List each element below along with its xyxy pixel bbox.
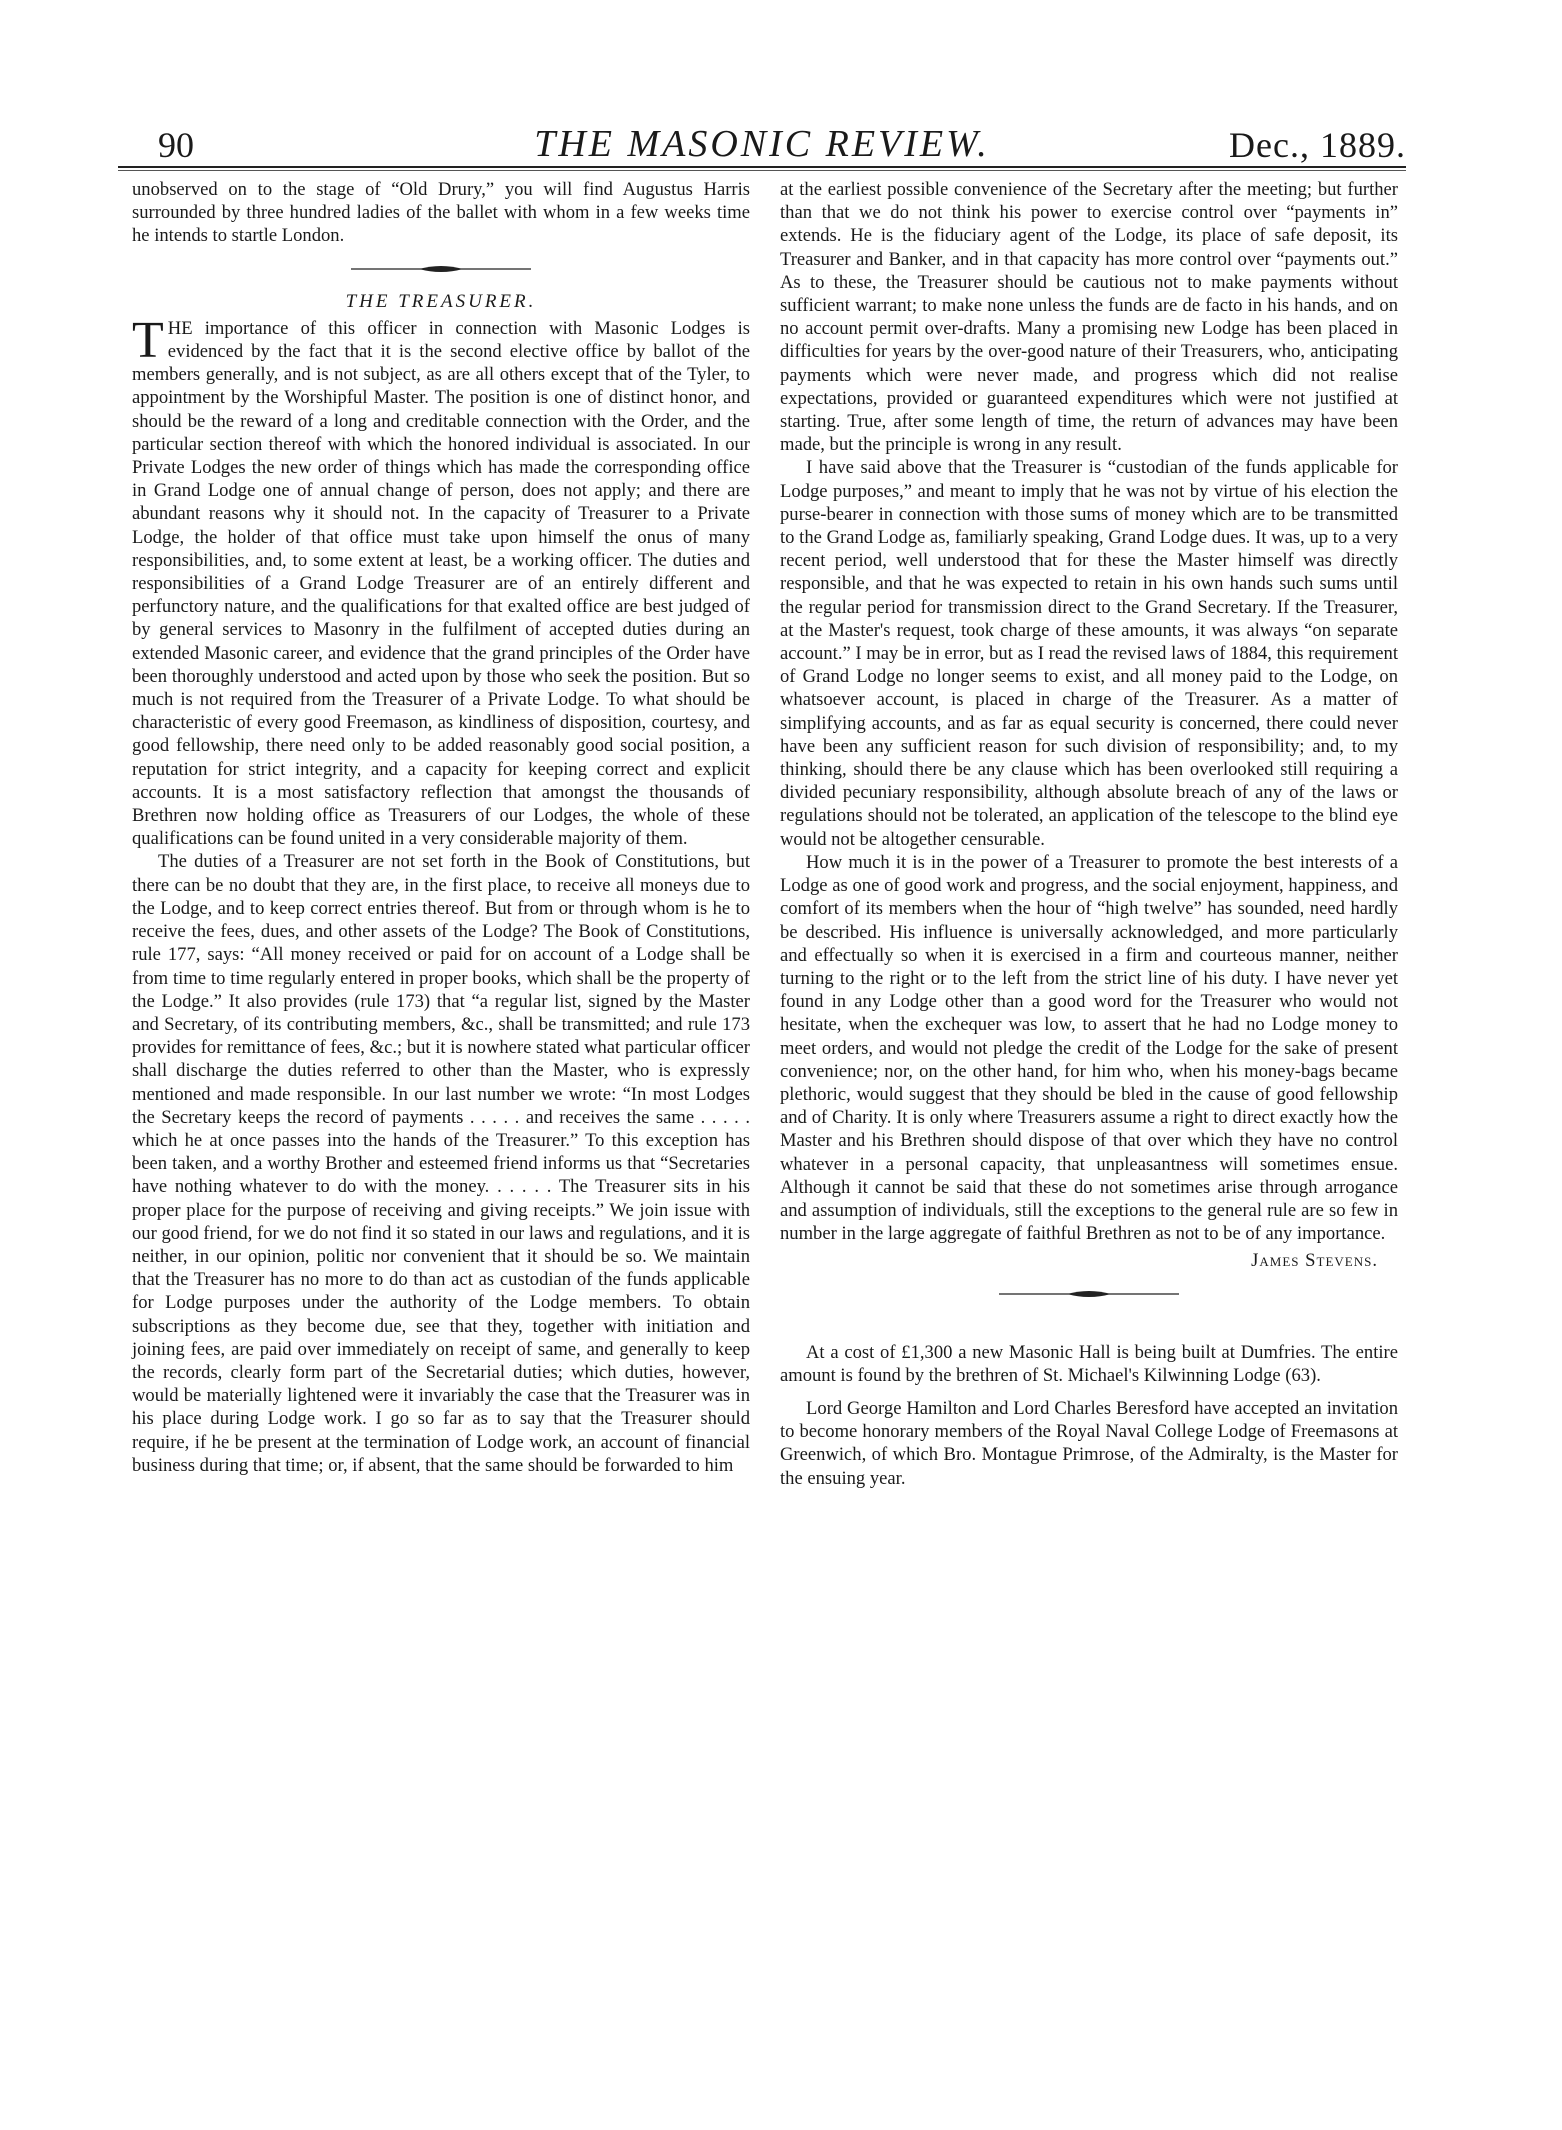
author-signature: James Stevens. <box>1251 1250 1378 1272</box>
running-title: THE MASONIC REVIEW. <box>534 123 990 165</box>
article-paragraph: at the earliest possible convenience of the Secretary after the meeting; but further than that we do not think his power to exercise control over “payments in” extends. He is the fiduciary agent of the Lodge, its place of safe deposit, its Treasurer and Banker, and in that capacity has more control over “payments out.” As to these, the Treasurer should be cautious not to make payments without sufficient warrant; to make none unless the funds are de facto in his hands, and on no account permit over-drafts. Many a promising new Lodge has been placed in difficulties for years by the over-good nature of their Treasurers, who, anticipating payments which were never made, and progress which did not realise expectations, provided or guaranteed expenditures which were not justified at starting. True, after some length of time, the return of advances may have been made, but the principle is wrong in any result. <box>780 179 1398 456</box>
article-paragraph <box>132 311 750 851</box>
article-paragraph: How much it is in the power of a Treasurer to promote the best interests of a Lodge as one of good work and progress, and the social enjoyment, happiness, and comfort of its members when the hour of “high twelve” has sounded, need hardly be described. His influence is universally acknowledged, and more particularly and effectually so when it is exercised in a firm and courteous manner, neither turning to the right or to the left from the strict line of his duty. I have never yet found in any Lodge other than a good word for the Treasurer who would not hesitate, when the exchequer was low, to assert that he had no Lodge money to meet orders, and would not pledge the credit of the Lodge for the sake of present convenience; nor, on the other hand, for him who, when his money-bags became plethoric, would suggest that they should be bled in the cause of good fellowship and of Charity. It is only where Treasurers assume a right to direct exactly how the Master and his Brethren should dispose of that over which they have no control whatever in a personal capacity, that unpleasantness will sometimes ensue. Although it cannot be said that these do not sometimes arise through arrogance and assumption of individuals, still the exceptions to the general rule are so few in number in the large aggregate of faithful Brethren as not to be of any importance. <box>780 851 1398 1245</box>
drop-cap: T <box>132 311 164 369</box>
spacer <box>780 1315 1398 1341</box>
news-note: Lord George Hamilton and Lord Charles Beresford have accepted an invitation to become honorary members of the Royal Naval College Lodge of Freemasons at Greenwich, of which Bro. Montague Primrose, of the Admiralty, is the Master for the ensuing year. <box>780 1397 1398 1489</box>
page-number: 90 <box>158 125 194 165</box>
article-title: THE TREASURER. <box>345 290 537 312</box>
issue-date: Dec., 1889. <box>1229 125 1406 165</box>
news-note: At a cost of £1,300 a new Masonic Hall is being built at Dumfries. The entire amount is found by the brethren of St. Michael's Kilwinning Lodge (63). <box>780 1341 1398 1386</box>
article-paragraph: The duties of a Treasurer are not set forth in the Book of Constitutions, but there can be no doubt that they are, in the first place, to receive all moneys due to the Lodge, and to keep correct entries thereof. But from or through whom is he to receive the fees, dues, and other assets of the Lodge? The Book of Constitutions, rule 177, says: “All money received or paid for on account of a Lodge shall be from time to time regularly entered in proper books, which shall be the property of the Lodge.” It also provides (rule 173) that “a regular list, signed by the Master and Secretary, of its contributing members, &c., shall be transmitted; and rule 173 provides for remittance of fees, &c.; but it is nowhere stated what particular officer shall discharge the duties referred to other than the Master, who is expressly mentioned and made responsible. In our last number we wrote: “In most Lodges the Secretary keeps the record of payments . . . . . and receives the same . . . . . which he at once passes into the hands of the Treasurer.” To this exception has been taken, and a worthy Brother and esteemed friend informs us that “Secretaries have nothing whatever to do with the money. . . . . . The Treasurer sits in his proper place for the purpose of receiving and giving receipts.” We join issue with our good friend, for we do not find it so stated in our laws and regulations, and it is neither, in our opinion, politic nor convenient that it should be so. We maintain that the Treasurer has no more to do than act as custodian of the funds applicable for Lodge purposes under the authority of the Lodge members. To obtain subscriptions as they become due, see that they, together with initiation and joining fees, are paid over immediately on receipt of same, and generally to keep the records, clearly form part of the Secretarial duties; which duties, however, would be materially lightened were it invariably the case that the Treasurer was in his place during Lodge work. I go so far as to say that the Treasurer should require, if he be present at the termination of Lodge work, an account of financial business during that time; or, if absent, that the same should be forwarded to him <box>132 851 750 1476</box>
paragraph-text: HE importance of this officer in connection with Masonic Lodges is evidenced by the fact that it is the second elective office by ballot of the members generally, and is not subject, as are all others except that of the Tyler, to appointment by the Worshipful Master. The position is one of distinct honor, and should be the reward of a long and creditable connection with the Order, and the particular section thereof with which the honored individual is associated. In our Private Lodges the new order of things which has made the corresponding office in Grand Lodge one of annual change of person, does not apply; and there are abundant reasons why it should not. In the capacity of Treasurer to a Private Lodge, the holder of that office must take upon himself the onus of many responsibilities, and, to some extent at least, be a working officer. The duties and responsibilities of a Grand Lodge Treasurer are of an entirely different and perfunctory nature, and the qualifications for that exalted office are best judged of by general services to Masonry in the fulfilment of accepted duties during an extended Masonic career, and evidence that the grand principles of the Order have been thoroughly understood and acted upon by those who seek the position. But so much is not required from the Treasurer of a Private Lodge. To what should be characteristic of every good Freemason, as kindliness of disposition, courtesy, and good fellowship, there need only to be added reasonably good social position, a reputation for strict integrity, and a capacity for keeping correct and explicit accounts. It is a most satisfactory reflection that amongst the thousands of Brethren now holding office as Treasurers of our Lodges, the whole of these qualifications can be found united in a very considerable majority of them. <box>132 317 750 850</box>
article-paragraph: I have said above that the Treasurer is “custodian of the funds applicable for Lodge purposes,” and meant to imply that he was not by virtue of his election the purse-bearer in connection with those sums of money which are to be transmitted to the Grand Lodge as, familiarly speaking, Grand Lodge dues. It was, up to a very recent period, well understood that for these the Master himself was directly responsible, and that he was expected to retain in his own hands such sums until the regular period for transmission direct to the Grand Secretary. If the Treasurer, at the Master's request, took charge of these amounts, it was always “on separate account.” I may be in error, but as I read the revised laws of 1884, this requirement of Grand Lodge no longer seems to exist, and all money paid to the Lodge, on whatsoever account, is placed in charge of the Treasurer. As a matter of simplifying accounts, and as far as equal security is concerned, there could never have been any sufficient reason for such division of responsibility; and, to my thinking, should there be any clause which has been overlooked still requiring a divided pecuniary responsibility, although absolute breach of any of the laws or regulations should not be tolerated, an application of the telescope to the blind eye would not be altogether censurable. <box>780 457 1398 850</box>
intro-paragraph: unobserved on to the stage of “Old Drury,” you will find Augustus Harris surrounded by three hundred ladies of the ballet with whom in a few weeks time he intends to startle London. <box>132 179 750 247</box>
header-rule <box>118 166 1406 171</box>
ornamental-divider <box>341 262 541 276</box>
right-column <box>780 178 1398 1490</box>
left-column <box>132 178 750 1477</box>
ornamental-divider <box>989 1287 1189 1301</box>
spacer <box>780 1387 1398 1397</box>
